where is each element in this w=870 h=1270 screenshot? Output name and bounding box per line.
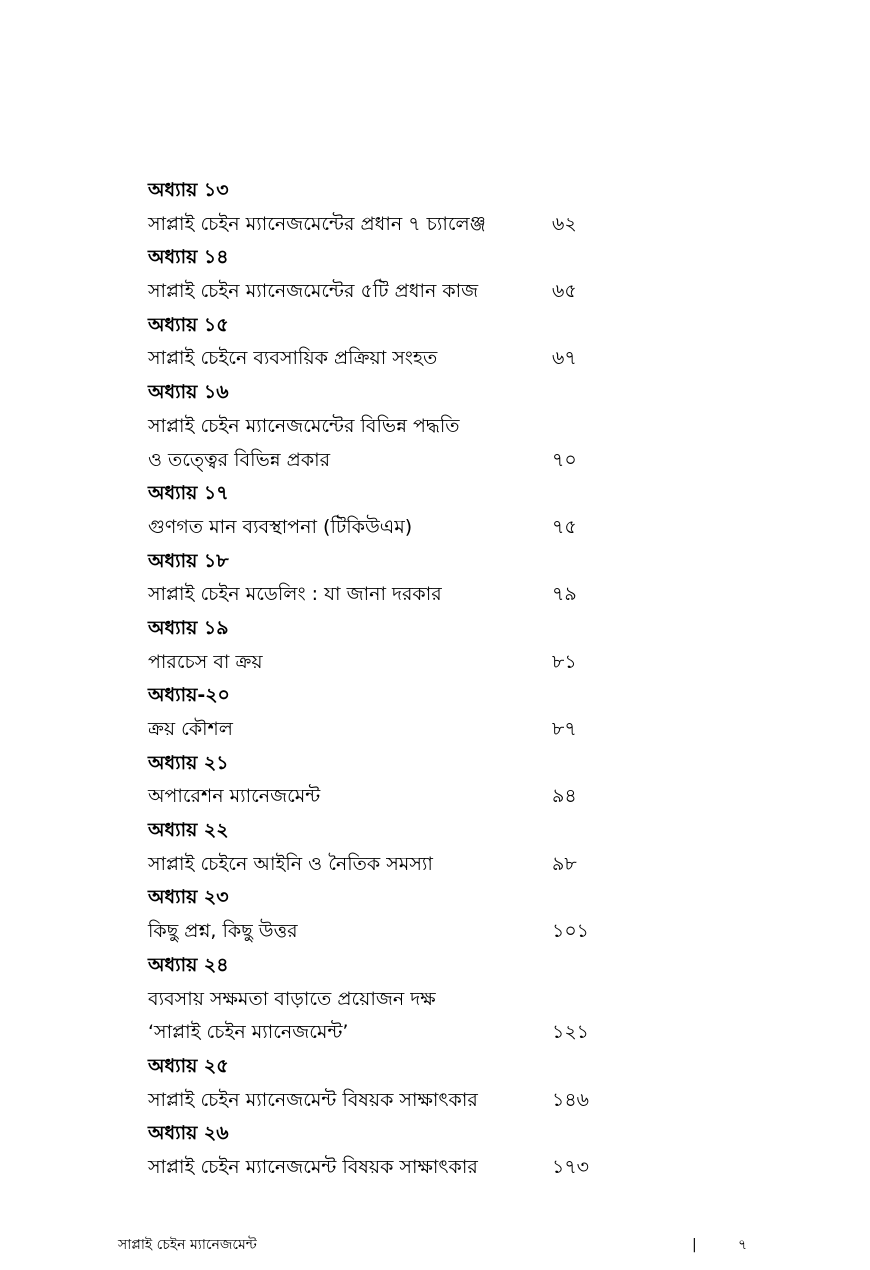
chapter-label: অধ্যায় ২২	[148, 819, 229, 842]
chapter-label: অধ্যায় ২১	[148, 751, 229, 774]
entry-page-number: ১০১	[552, 920, 590, 943]
chapter-label: অধ্যায় ২৩	[148, 886, 229, 909]
entry-page-number: ৬২	[552, 212, 577, 235]
chapter-label: অধ্যায় ১৭	[148, 482, 229, 505]
toc-entry	[148, 1016, 608, 1050]
entry-title: সাপ্লাই চেইনে ব্যবসায়িক প্রক্রিয়া সংহত	[148, 347, 438, 370]
entry-page-number: ৭৫	[552, 515, 577, 538]
toc-chapter-heading	[148, 747, 608, 781]
toc-entry	[148, 208, 608, 242]
entry-title: সাপ্লাই চেইনে আইনি ও নৈতিক সমস্যা	[148, 852, 433, 875]
chapter-label: অধ্যায় ১৬	[148, 381, 229, 404]
entry-page-number: ৮৭	[552, 718, 577, 740]
toc-chapter-heading	[148, 814, 608, 848]
toc-entry	[148, 410, 608, 444]
footer-book-title: সাপ্লাই চেইন ম্যানেজমেন্ট	[118, 1237, 257, 1253]
chapter-label: অধ্যায়-২০	[148, 684, 230, 707]
entry-page-number: ৬৫	[552, 280, 577, 303]
toc-entry	[148, 1084, 608, 1118]
entry-title: সাপ্লাই চেইন ম্যানেজমেন্টের ৫টি প্রধান কাজ	[148, 280, 479, 303]
entry-page-number: ৬৭	[552, 347, 577, 370]
entry-page-number: ৭০	[552, 448, 577, 471]
toc-chapter-heading	[148, 1050, 608, 1084]
toc-chapter-heading	[148, 174, 608, 208]
entry-title: সাপ্লাই চেইন ম্যানেজমেন্টের বিভিন্ন পদ্ধতি	[148, 414, 460, 437]
entry-page-number: ১২১	[552, 1021, 590, 1044]
page-footer	[118, 1234, 752, 1256]
toc-chapter-heading	[148, 241, 608, 275]
toc-chapter-heading	[148, 679, 608, 713]
entry-title: ‘সাপ্লাই চেইন ম্যানেজমেন্ট’	[148, 1021, 349, 1044]
footer-separator: |	[692, 1237, 697, 1253]
toc-entry	[148, 983, 608, 1017]
entry-title: সাপ্লাই চেইন ম্যানেজমেন্টের প্রধান ৭ চ্যালেঞ্জ	[148, 212, 486, 235]
entry-page-number: ৭৯	[552, 583, 577, 606]
footer-page-number: ৭	[738, 1237, 748, 1253]
chapter-label: অধ্যায় ২৬	[148, 1122, 229, 1145]
chapter-label: অধ্যায় ১৯	[148, 616, 229, 639]
toc-chapter-heading	[148, 376, 608, 410]
chapter-label: অধ্যায় ১৪	[148, 246, 229, 269]
toc-entry	[148, 915, 608, 949]
entry-title: গুণগত মান ব্যবস্থাপনা (টিকিউএম)	[148, 515, 413, 538]
table-of-contents	[148, 174, 608, 1185]
entry-page-number: ৯৮	[552, 852, 577, 875]
toc-entry	[148, 646, 608, 680]
toc-entry	[148, 848, 608, 882]
toc-entry	[148, 342, 608, 376]
toc-chapter-heading	[148, 309, 608, 343]
entry-title: ও তত্ত্বের বিভিন্ন প্রকার	[148, 448, 331, 471]
toc-entry	[148, 511, 608, 545]
toc-chapter-heading	[148, 881, 608, 915]
toc-entry	[148, 780, 608, 814]
toc-chapter-heading	[148, 612, 608, 646]
toc-chapter-heading	[148, 477, 608, 511]
chapter-label: অধ্যায় ২৪	[148, 953, 229, 976]
entry-title: সাপ্লাই চেইন ম্যানেজমেন্ট বিষয়ক সাক্ষাৎকার	[148, 1088, 478, 1111]
toc-entry	[148, 578, 608, 612]
toc-entry	[148, 444, 608, 478]
entry-title: সাপ্লাই চেইন মডেলিং : যা জানা দরকার	[148, 583, 442, 606]
entry-page-number: ১৪৬	[552, 1088, 590, 1111]
toc-chapter-heading	[148, 1117, 608, 1151]
toc-entry	[148, 713, 608, 747]
entry-title: অপারেশন ম্যানেজমেন্ট	[148, 785, 321, 808]
entry-page-number: ১৭৩	[552, 1155, 590, 1178]
toc-chapter-heading	[148, 949, 608, 983]
chapter-label: অধ্যায় ১৮	[148, 549, 229, 572]
chapter-label: অধ্যায় ২৫	[148, 1054, 229, 1077]
toc-entry	[148, 1151, 608, 1185]
entry-page-number: ৯৪	[552, 785, 577, 808]
entry-title: পারচেস বা ক্রয়	[148, 650, 263, 673]
entry-title: ব্যবসায় সক্ষমতা বাড়াতে প্রয়োজন দক্ষ	[148, 987, 436, 1010]
entry-title: কিছু প্রশ্ন, কিছু উত্তর	[148, 920, 298, 943]
entry-page-number: ৮১	[552, 650, 577, 673]
chapter-label: অধ্যায় ১৩	[148, 179, 229, 201]
entry-title: সাপ্লাই চেইন ম্যানেজমেন্ট বিষয়ক সাক্ষাৎকার	[148, 1155, 478, 1178]
toc-entry	[148, 275, 608, 309]
toc-chapter-heading	[148, 545, 608, 579]
entry-title: ক্রয় কৌশল	[148, 718, 233, 740]
chapter-label: অধ্যায় ১৫	[148, 313, 229, 336]
